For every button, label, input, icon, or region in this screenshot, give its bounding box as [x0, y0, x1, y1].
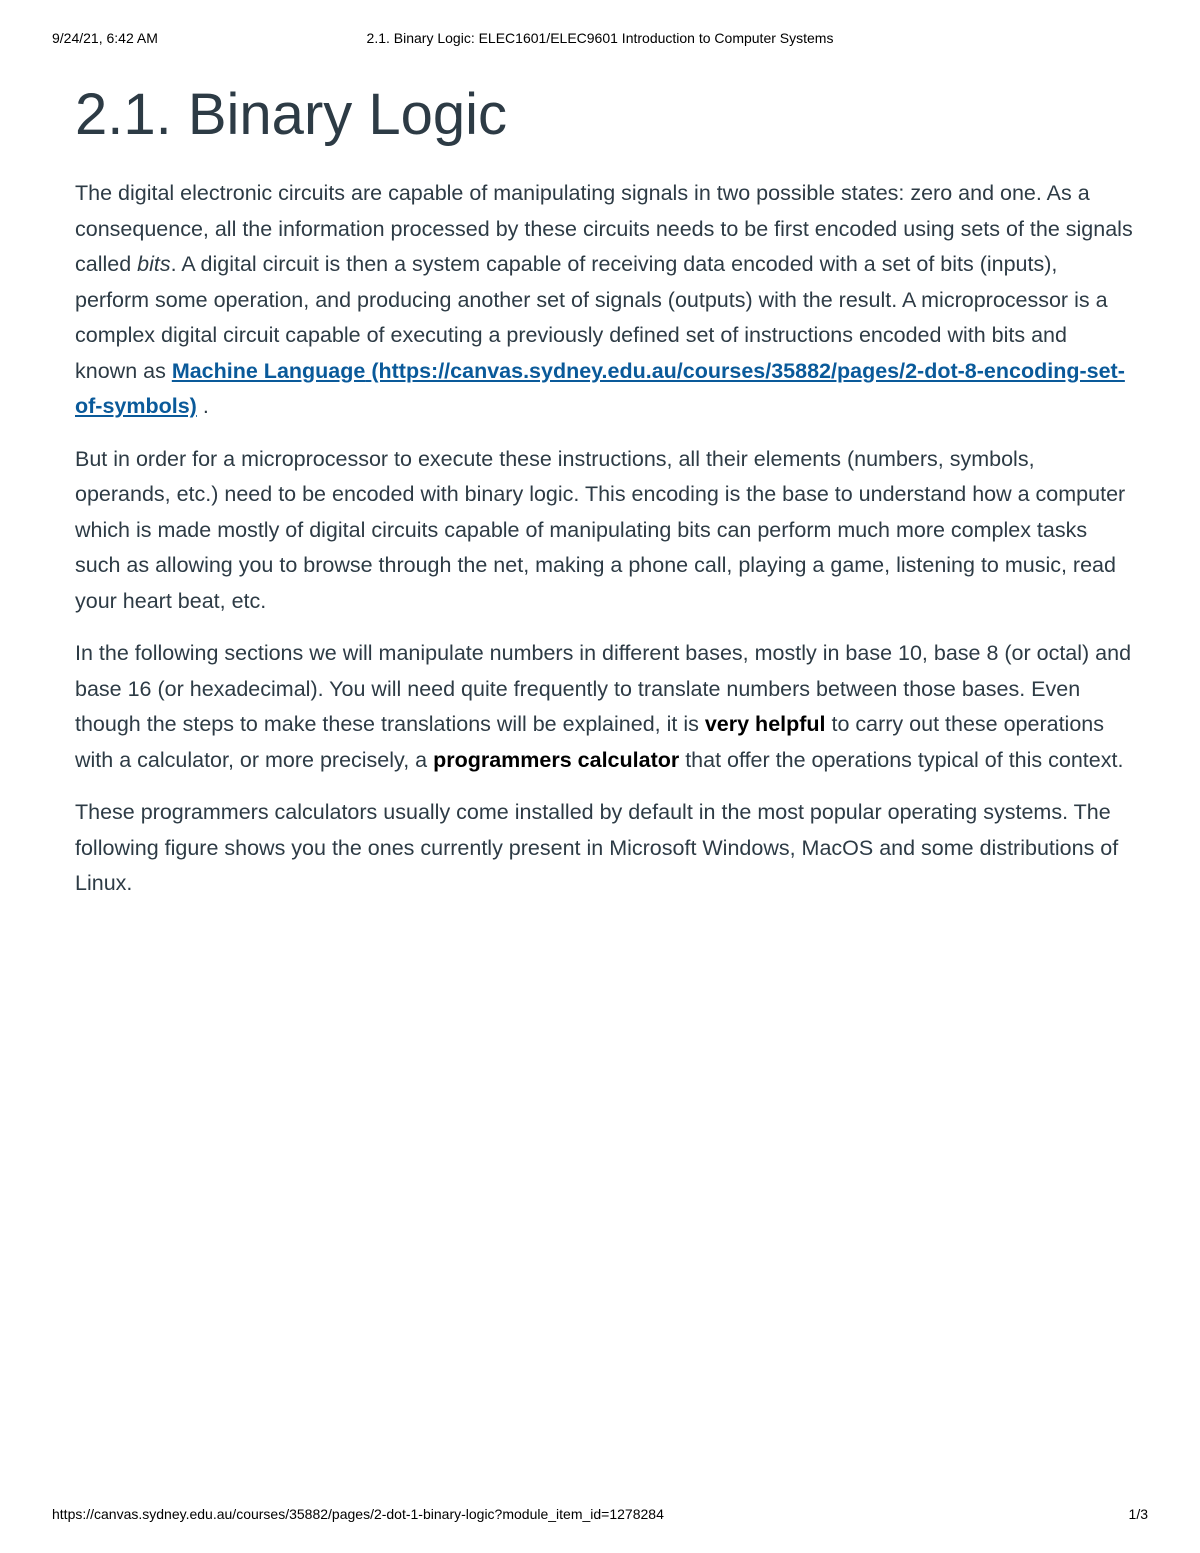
very-helpful-bold: very helpful: [704, 712, 826, 736]
print-page-url: https://canvas.sydney.edu.au/courses/35882/pages/2-dot-1-binary-logic?module_item_id=1278284: [52, 1506, 664, 1522]
page-content: [75, 80, 1135, 919]
paragraph-encoding: But in order for a microprocessor to execute these instructions, all their elements (numbers, symbols, operands, etc.) need to be encoded with binary logic. This encoding is the base to understand how a computer which is made mostly of digital circuits capable of manipulating bits can perform much more complex tasks such as allowing you to browse through the net, making a phone call, playing a game, listening to music, read your heart beat, etc.: [75, 446, 1126, 613]
paragraph-calculators: These programmers calculators usually come installed by default in the most popular operating systems. The following figure shows you the ones currently present in Microsoft Windows, MacOS and some distributions of Linux.: [75, 800, 1119, 895]
machine-language-link-text: Machine Language: [171, 358, 366, 383]
paragraph-intro-text-2: . A digital circuit is then a system capable of receiving data encoded with a set of bits (inputs), perform some operation, and producing another set of signals (outputs) with the result. A microprocessor is a complex digital circuit capable of executing a previously defined set of instructions encoded with bits and known as: [75, 252, 1108, 383]
machine-language-link[interactable]: [75, 359, 1125, 419]
paragraph-intro-text-3: .: [196, 394, 209, 418]
paragraph-bases-text-2: to carry out these operations with a calculator, or more precisely, a: [75, 712, 1104, 772]
page-title: 2.1. Binary Logic: [75, 82, 508, 147]
print-page-number: 1/3: [1128, 1506, 1148, 1522]
print-document-title: 2.1. Binary Logic: ELEC1601/ELEC9601 Introduction to Computer Systems: [366, 30, 834, 46]
print-datetime: 9/24/21, 6:42 AM: [52, 30, 158, 46]
paragraph-intro-text-1: The digital electronic circuits are capable of manipulating signals in two possible states: zero and one. As a consequence, all the information processed by these circuits needs to be first encoded using sets of the signals called: [75, 181, 1133, 276]
print-footer: [52, 1506, 1148, 1526]
machine-language-link-url: (https://canvas.sydney.edu.au/courses/35882/pages/2-dot-8-encoding-set-of-symbols): [75, 358, 1125, 418]
print-header: [52, 30, 1148, 50]
paragraph-bases-text-3: that offer the operations typical of this context.: [679, 747, 1124, 772]
paragraph-bases: [75, 636, 1135, 778]
bits-emphasis: bits: [137, 252, 171, 276]
programmers-calculator-bold: programmers calculator: [433, 747, 680, 772]
paragraph-intro: [75, 176, 1135, 425]
paragraph-bases-text-1: In the following sections we will manipulate numbers in different bases, mostly in base 10, base 8 (or octal) and base 16 (or hexadecimal). You will need quite frequently to translate numbers between those bases. Even though the steps to make these translations will be explained, it is: [75, 641, 1132, 736]
